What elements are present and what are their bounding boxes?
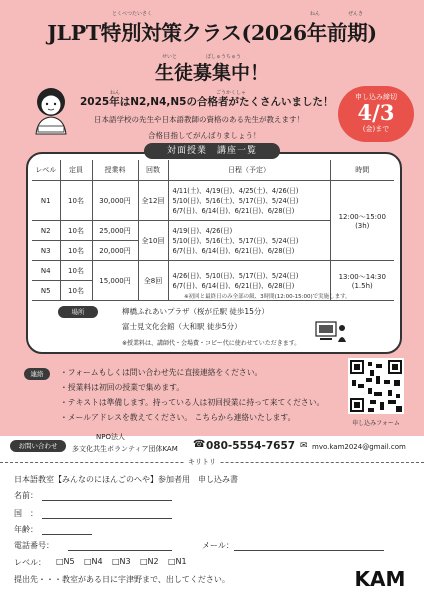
kam-logo — [354, 568, 406, 590]
subtitle-ruby: ぼしゅうちゅう — [206, 54, 242, 60]
date-line: 6/7(日)、6/14(日)、6/21(日)、6/28(日) — [172, 281, 295, 290]
count-cell: 全12回 — [138, 181, 168, 221]
page-title: JLPT特別対策クラス(2026年前期) — [47, 21, 377, 45]
time-range: 13:00～14:30 — [338, 272, 386, 281]
age-field[interactable] — [42, 534, 92, 535]
title-ruby: ねん — [310, 11, 321, 17]
capacity-cell: 10名 — [60, 181, 92, 221]
date-line: 4/19(日)、4/26(日) — [172, 226, 233, 235]
org-name: 多文化共生ボランティア団体KAM — [72, 445, 178, 453]
encourage-text: 合格目指してがんばりましょう！ — [148, 131, 261, 140]
phone-number[interactable]: 080-5554-7657 — [206, 440, 296, 452]
level-cell: N3 — [32, 241, 60, 261]
teachers-text: 日本語学校の先生や日本語教師の資格のある先生が教えます！ — [94, 115, 304, 124]
table-row — [32, 261, 394, 281]
venue-1: 柳橋ふれあいプラザ（桜が丘駅 徒歩15分） — [122, 307, 269, 316]
table-row — [32, 181, 394, 221]
level-cell: N2 — [32, 221, 60, 241]
col-header-capacity: 定員 — [60, 160, 92, 181]
count-cell: 全8回 — [138, 261, 168, 301]
level-label: レベル： — [14, 558, 46, 567]
col-header-count: 回数 — [138, 160, 168, 181]
classroom-icon — [314, 320, 348, 346]
phone-label: 電話番号： — [14, 541, 54, 550]
deadline-date: 4/3 — [357, 100, 395, 125]
date-line: 5/10(日)、5/16(土)、5/17(日)、5/24(日) — [172, 236, 299, 245]
col-header-level: レベル — [32, 160, 60, 181]
table-header-row — [32, 160, 394, 181]
schedule-table — [32, 160, 394, 301]
email-label: メール： — [202, 541, 234, 550]
fee-cell: 15,000円 — [92, 261, 138, 301]
student-illustration — [26, 82, 76, 136]
dates-cell — [168, 221, 330, 261]
schedule-note: ※初回と最終日のみ全部の級、3時間(12:00-15:00)で実施します。 — [184, 294, 351, 300]
capacity-cell: 10名 — [60, 281, 92, 301]
date-line: 4/11(土)、4/19(日)、4/25(土)、4/26(日) — [172, 186, 299, 195]
contact-bullet: ・メールアドレスを教えてください。 こちらから連絡いたします。 — [60, 413, 296, 422]
level-cell: N5 — [32, 281, 60, 301]
deadline-label: 申し込み締切 — [355, 93, 397, 101]
country-field[interactable] — [42, 518, 172, 519]
time-cell — [330, 181, 394, 261]
lead-ruby: ごうかくしゃ — [216, 90, 247, 96]
count-cell: 全10回 — [138, 221, 168, 261]
contact-tag: 連絡 — [24, 368, 50, 380]
date-line: 5/10(日)、5/16(土)、5/17(日)、5/24(日) — [172, 196, 299, 205]
title-ruby: とくべつたいさく — [112, 11, 153, 17]
time-duration: (3h) — [355, 221, 370, 230]
level-cell: N1 — [32, 181, 60, 221]
subtitle-ruby: せいと — [162, 54, 178, 60]
title-ruby: ぜんき — [348, 11, 364, 17]
org-type: NPO法人 — [96, 433, 125, 441]
time-range: 12:00～15:00 — [338, 212, 386, 221]
age-label: 年齢： — [14, 525, 38, 534]
date-line: 6/7(日)、6/14(日)、6/21(日)、6/28(日) — [172, 246, 295, 255]
time-duration: (1.5h) — [351, 281, 373, 290]
form-title: 日本語教室【みんなのにほんごのへや】参加者用 申し込み書 — [14, 475, 238, 484]
level-cell: N4 — [32, 261, 60, 281]
level-checkbox-n1[interactable]: □N1 — [168, 557, 187, 566]
level-checkbox-n4[interactable]: □N4 — [84, 557, 103, 566]
inquiry-tag: お問い合わせ — [10, 440, 66, 452]
deadline-until: (金)まで — [362, 125, 390, 133]
lead-ruby: ねん — [110, 90, 121, 96]
fee-cell: 30,000円 — [92, 181, 138, 221]
col-header-time: 時間 — [330, 160, 394, 181]
fee-cell: 20,000円 — [92, 241, 138, 261]
level-checkbox-n5[interactable]: □N5 — [56, 557, 75, 566]
schedule-title: 対面授業 講座一覧 — [144, 143, 280, 159]
mail-icon: ✉ — [300, 441, 308, 451]
col-header-fee: 授業料 — [92, 160, 138, 181]
page-subtitle: 生徒募集中！ — [154, 62, 269, 84]
capacity-cell: 10名 — [60, 261, 92, 281]
phone-icon: ☎ — [193, 439, 206, 450]
email-field[interactable] — [234, 550, 384, 551]
name-label: 名前： — [14, 491, 38, 500]
email-address[interactable]: mvo.kam2024@gmail.com — [312, 443, 406, 451]
capacity-cell: 10名 — [60, 221, 92, 241]
dates-cell — [168, 181, 330, 221]
deadline-badge — [338, 86, 414, 142]
contact-bullet: ・フォームもしくは問い合わせ先に直接連絡をください。 — [60, 368, 263, 377]
qr-label: 申し込みフォーム — [352, 420, 400, 427]
place-tag: 場所 — [58, 306, 98, 318]
level-checkbox-n2[interactable]: □N2 — [140, 557, 159, 566]
phone-field[interactable] — [68, 550, 172, 551]
date-line: 4/26(日)、5/10(日)、5/17(日)、5/24(日) — [172, 271, 299, 280]
col-header-dates: 日程（予定） — [168, 160, 330, 181]
level-checkbox-n3[interactable]: □N3 — [112, 557, 131, 566]
contact-bullet: ・授業料は初回の授業で集めます。 — [60, 383, 185, 392]
qr-code-icon[interactable] — [348, 358, 404, 414]
cut-label: キリトリ — [184, 457, 220, 467]
name-field[interactable] — [42, 500, 172, 501]
contact-bullet: ・テキストは準備します。持っている人は初回授業に持って来てください。 — [60, 398, 325, 407]
submit-instructions: 提出先・・・教室がある日に宇津野まで、出してください。 — [14, 575, 230, 584]
country-label: 国 ： — [14, 509, 38, 518]
fee-note: ※授業料は、講師代・会場費・コピー代に使わせていただきます。 — [122, 340, 301, 347]
capacity-cell: 10名 — [60, 241, 92, 261]
date-line: 6/7(日)、6/14(日)、6/21(日)、6/28(日) — [172, 206, 295, 215]
lead-text: 2025年はN2,N4,N5の合格者がたくさんいました！ — [80, 96, 334, 108]
fee-cell: 25,000円 — [92, 221, 138, 241]
kam-logo-text: KAM — [354, 568, 406, 590]
venue-2: 富士見文化会館（大和駅 徒歩5分） — [122, 322, 242, 331]
